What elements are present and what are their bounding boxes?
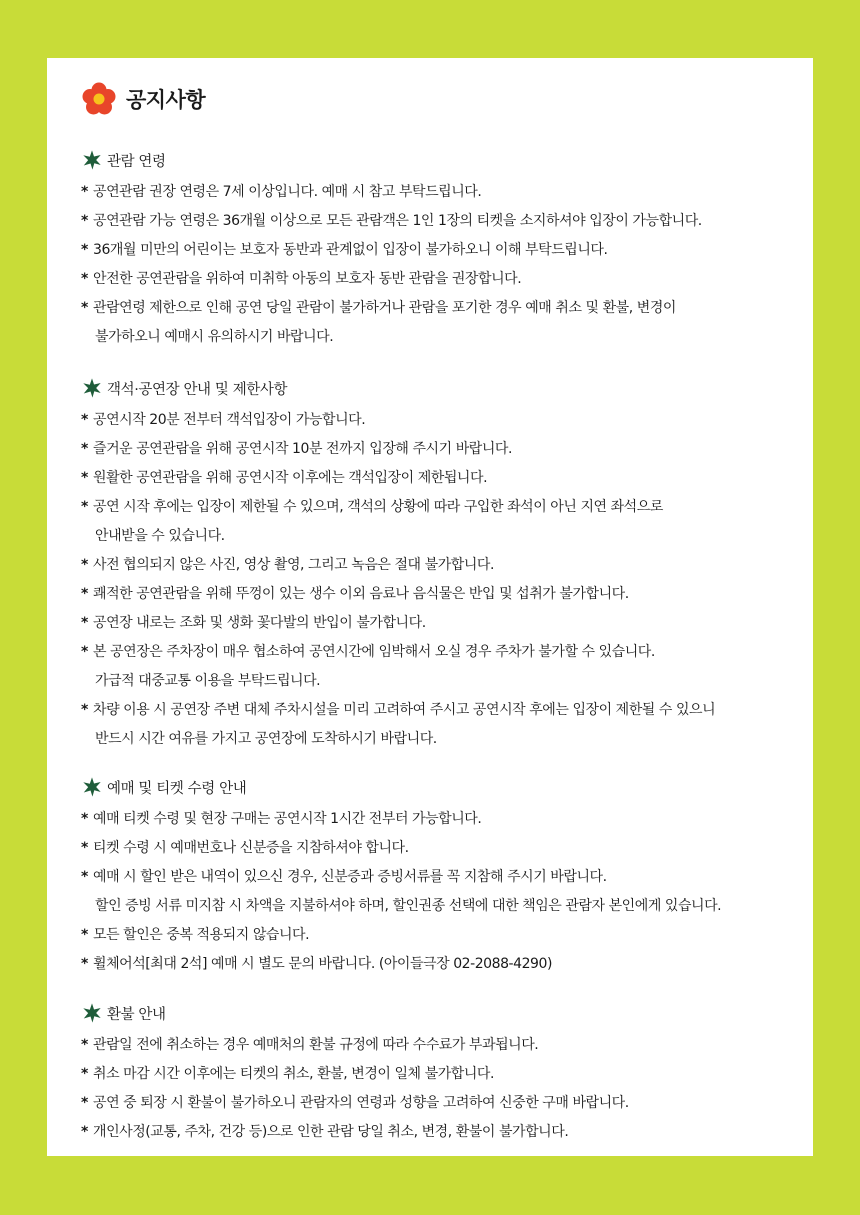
- item-text: 36개월 미만의 어린이는 보호자 동반과 관계없이 입장이 불가하오니 이해 부탁드립니다.: [93, 242, 608, 258]
- bullet-star: *: [81, 702, 88, 718]
- list-item: [81, 638, 805, 696]
- list-item: [81, 178, 805, 207]
- bullet-star: *: [81, 1095, 88, 1111]
- item-text: 예매 티켓 수령 및 현장 구매는 공연시작 1시간 전부터 가능합니다.: [93, 811, 482, 827]
- bullet-star: *: [81, 300, 88, 316]
- list-item: [81, 1060, 805, 1089]
- section-heading: [81, 775, 805, 799]
- section-heading: [81, 1001, 805, 1025]
- item-text: 티켓 수령 시 예매번호나 신분증을 지참하셔야 합니다.: [93, 840, 409, 856]
- item-text: 공연 시작 후에는 입장이 제한될 수 있으며, 객석의 상황에 따라 구입한 좌석이 아닌 지연 좌석으로: [93, 499, 663, 515]
- item-text: 모든 할인은 중복 적용되지 않습니다.: [93, 927, 310, 943]
- section-2: [81, 376, 805, 754]
- section-title: 관람 연령: [107, 153, 166, 170]
- item-text: 사전 협의되지 않은 사진, 영상 촬영, 그리고 녹음은 절대 불가합니다.: [93, 557, 494, 573]
- bullet-star: *: [81, 869, 88, 885]
- section-1: [81, 148, 805, 352]
- bullet-star: *: [81, 956, 88, 972]
- bullet-star: *: [81, 184, 88, 200]
- item-text: 공연 중 퇴장 시 환불이 불가하오니 관람자의 연령과 성향을 고려하여 신중한 구매 바랍니다.: [93, 1095, 629, 1111]
- leaf-icon: [81, 776, 103, 798]
- item-text: 할인 증빙 서류 미지참 시 차액을 지불하셔야 하며, 할인권종 선택에 대한 책임은 관람자 본인에게 있습니다.: [95, 898, 722, 914]
- list-item: [81, 406, 805, 435]
- section-3: [81, 775, 805, 979]
- bullet-star: *: [81, 1124, 88, 1140]
- list-item: [81, 493, 805, 551]
- bullet-star: *: [81, 615, 88, 631]
- section-title: 환불 안내: [107, 1006, 166, 1023]
- item-text: 안내받을 수 있습니다.: [95, 528, 225, 544]
- item-text: 쾌적한 공연관람을 위해 뚜껑이 있는 생수 이외 음료나 음식물은 반입 및 섭취가 불가합니다.: [93, 586, 629, 602]
- section-4: [81, 1001, 805, 1147]
- item-text: 차량 이용 시 공연장 주변 대체 주차시설을 미리 고려하여 주시고 공연시작 후에는 입장이 제한될 수 있으니: [93, 702, 716, 718]
- header: [82, 82, 205, 116]
- flower-icon: [82, 82, 116, 116]
- leaf-icon: [81, 149, 103, 171]
- list-item: [81, 1118, 805, 1147]
- list-item: [81, 609, 805, 638]
- item-text: 휠체어석[최대 2석] 예매 시 별도 문의 바랍니다. (아이들극장 02-2088-4290): [93, 956, 552, 972]
- item-text: 공연관람 가능 연령은 36개월 이상으로 모든 관람객은 1인 1장의 티켓을 소지하셔야 입장이 가능합니다.: [93, 213, 702, 229]
- list-item: [81, 207, 805, 236]
- item-text: 가급적 대중교통 이용을 부탁드립니다.: [95, 673, 321, 689]
- list-item: [81, 580, 805, 609]
- section-heading: [81, 376, 805, 400]
- section-title: 예매 및 티켓 수령 안내: [107, 780, 247, 797]
- item-text: 원활한 공연관람을 위해 공연시작 이후에는 객석입장이 제한됩니다.: [93, 470, 488, 486]
- bullet-star: *: [81, 242, 88, 258]
- list-item: [81, 950, 805, 979]
- list-item: [81, 1031, 805, 1060]
- list-item: [81, 551, 805, 580]
- leaf-icon: [81, 1002, 103, 1024]
- list-item: [81, 696, 805, 754]
- list-item: [81, 464, 805, 493]
- item-text: 공연장 내로는 조화 및 생화 꽃다발의 반입이 불가합니다.: [93, 615, 426, 631]
- bullet-star: *: [81, 1037, 88, 1053]
- item-text: 즐거운 공연관람을 위해 공연시작 10분 전까지 입장해 주시기 바랍니다.: [93, 441, 512, 457]
- list-item: [81, 435, 805, 464]
- item-text: 관람일 전에 취소하는 경우 예매처의 환불 규정에 따라 수수료가 부과됩니다.: [93, 1037, 539, 1053]
- section-heading: [81, 148, 805, 172]
- item-text: 취소 마감 시간 이후에는 티켓의 취소, 환불, 변경이 일체 불가합니다.: [93, 1066, 494, 1082]
- bullet-star: *: [81, 927, 88, 943]
- bullet-star: *: [81, 441, 88, 457]
- item-text: 예매 시 할인 받은 내역이 있으신 경우, 신분증과 증빙서류를 꼭 지참해 주시기 바랍니다.: [93, 869, 607, 885]
- bullet-star: *: [81, 811, 88, 827]
- bullet-star: *: [81, 499, 88, 515]
- item-text: 반드시 시간 여유를 가지고 공연장에 도착하시기 바랍니다.: [95, 731, 437, 747]
- list-item: [81, 834, 805, 863]
- list-item: [81, 863, 805, 921]
- list-item: [81, 805, 805, 834]
- item-text: 관람연령 제한으로 인해 공연 당일 관람이 불가하거나 관람을 포기한 경우 예매 취소 및 환불, 변경이: [93, 300, 676, 316]
- item-text: 개인사정(교통, 주차, 건강 등)으로 인한 관람 당일 취소, 변경, 환불이 불가합니다.: [93, 1124, 569, 1140]
- bullet-star: *: [81, 586, 88, 602]
- list-item: [81, 921, 805, 950]
- bullet-star: *: [81, 644, 88, 660]
- list-item: [81, 265, 805, 294]
- page-title: 공지사항: [126, 88, 206, 112]
- bullet-star: *: [81, 271, 88, 287]
- item-text: 안전한 공연관람을 위하여 미취학 아동의 보호자 동반 관람을 권장합니다.: [93, 271, 522, 287]
- bullet-star: *: [81, 840, 88, 856]
- leaf-icon: [81, 377, 103, 399]
- list-item: [81, 294, 805, 352]
- section-title: 객석·공연장 안내 및 제한사항: [107, 381, 288, 398]
- bullet-star: *: [81, 470, 88, 486]
- notice-card: [47, 58, 813, 1156]
- bullet-star: *: [81, 1066, 88, 1082]
- item-text: 공연관람 권장 연령은 7세 이상입니다. 예매 시 참고 부탁드립니다.: [93, 184, 482, 200]
- list-item: [81, 1089, 805, 1118]
- list-item: [81, 236, 805, 265]
- bullet-star: *: [81, 557, 88, 573]
- item-text: 공연시작 20분 전부터 객석입장이 가능합니다.: [93, 412, 366, 428]
- item-text: 불가하오니 예매시 유의하시기 바랍니다.: [95, 329, 334, 345]
- item-text: 본 공연장은 주차장이 매우 협소하여 공연시간에 임박해서 오실 경우 주차가 불가할 수 있습니다.: [93, 644, 655, 660]
- bullet-star: *: [81, 412, 88, 428]
- bullet-star: *: [81, 213, 88, 229]
